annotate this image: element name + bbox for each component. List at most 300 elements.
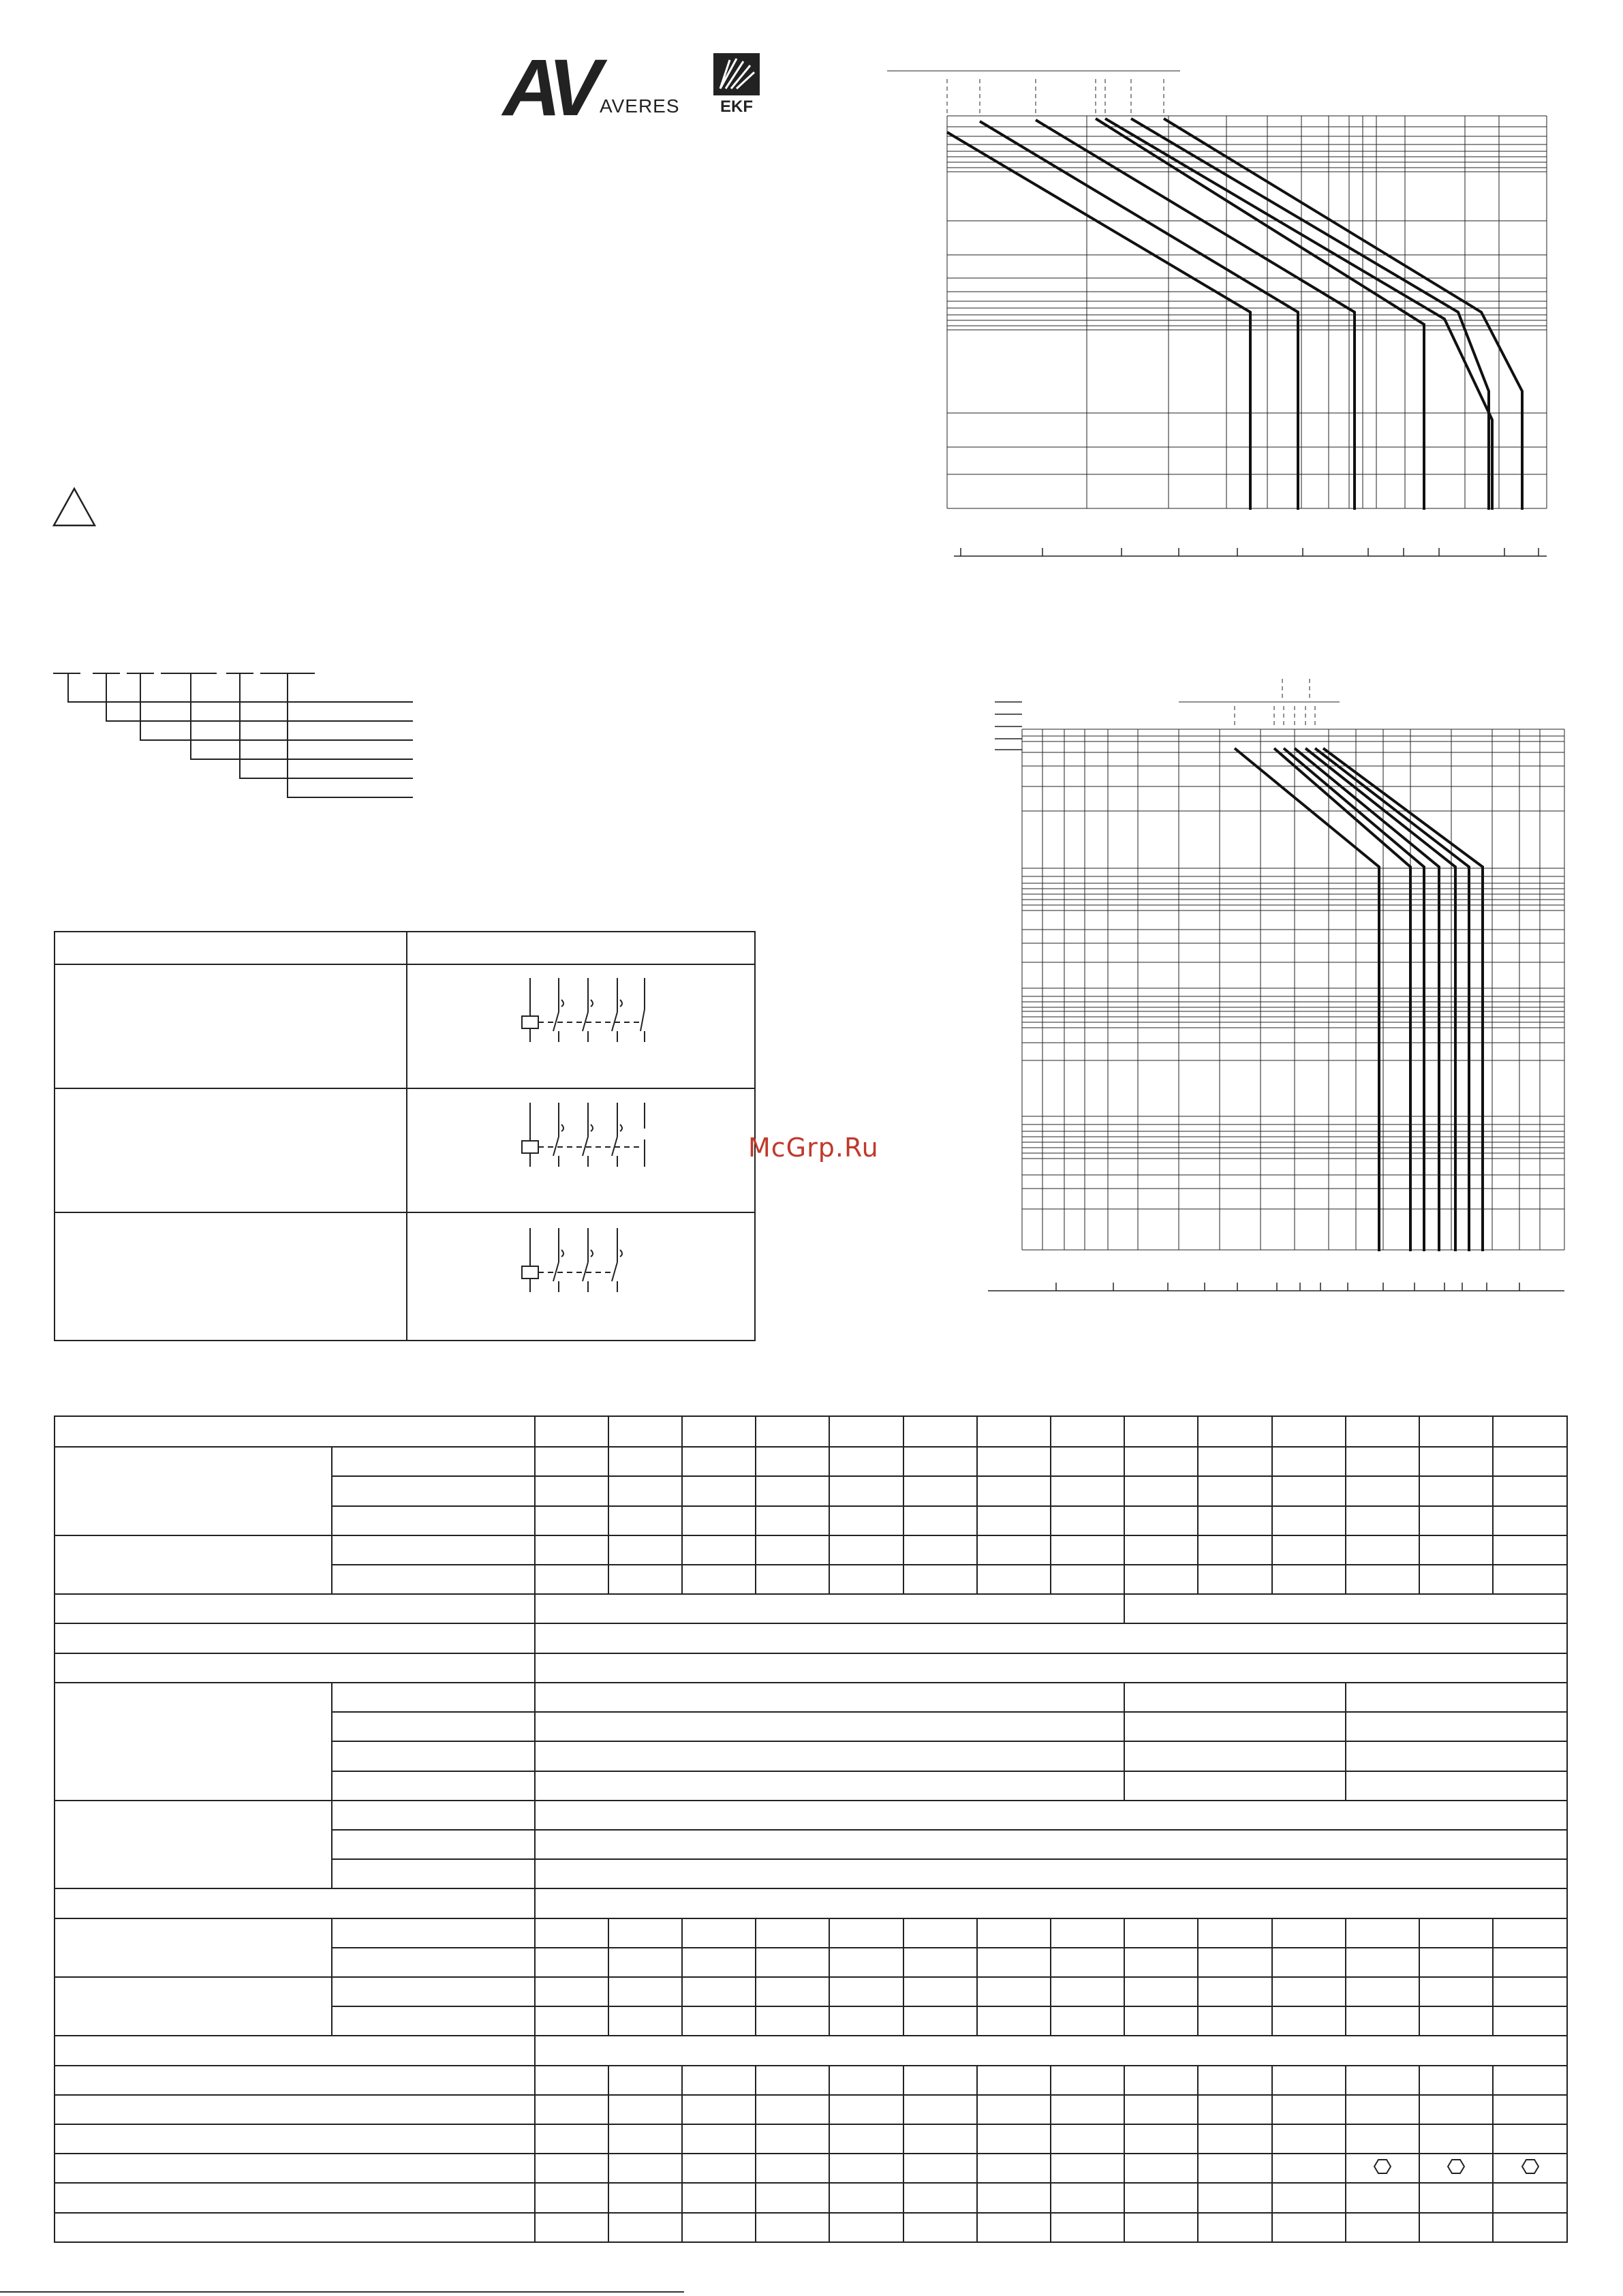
spec-row [55,1623,1567,1653]
spec-group-label [55,1801,332,1889]
spec-value [756,1506,829,1535]
spec-value [1493,1977,1567,2006]
spec-row [55,1888,1567,1918]
spec-value [1493,1948,1567,1977]
spec-value [1493,2066,1567,2095]
spec-value [977,1506,1051,1535]
spec-value [682,2066,756,2095]
spec-value [1198,1565,1271,1594]
spec-sub-label [332,1683,535,1712]
spec-sub-label [332,1476,535,1505]
spec-value [608,1918,682,1948]
spec-value [1198,1918,1271,1948]
spec-row [55,1594,1567,1623]
spec-value [1493,2183,1567,2212]
spec-row [55,1447,1567,1476]
spec-value [977,1977,1051,2006]
spec-value [756,2154,829,2183]
spec-value [1346,2006,1419,2036]
spec-value [1493,1506,1567,1535]
spec-value [977,1565,1051,1594]
spec-sub-label [332,1712,535,1741]
spec-value [535,2006,608,2036]
spec-value [1272,2124,1346,2154]
spec-value [535,2036,1567,2065]
spec-value [829,2154,903,2183]
spec-value [1124,2183,1198,2212]
spec-value [756,2183,829,2212]
spec-value [1051,2095,1124,2124]
spec-value [535,1888,1567,1918]
spec-value [535,2213,608,2242]
spec-value [829,1416,903,1447]
spec-value [608,2183,682,2212]
hexagon-nut-icon [1374,2158,1391,2175]
spec-value [608,2095,682,2124]
spec-value [1272,1918,1346,1948]
spec-value [1198,1948,1271,1977]
spec-value [829,2213,903,2242]
spec-value [1272,2183,1346,2212]
spec-value [682,2183,756,2212]
spec-value [1272,1506,1346,1535]
spec-value [977,2066,1051,2095]
spec-label [55,1594,535,1623]
spec-value [903,2095,977,2124]
spec-value [1346,2183,1419,2212]
spec-value [682,2006,756,2036]
spec-value [535,2124,608,2154]
spec-value [608,1416,682,1447]
spec-value [977,2006,1051,2036]
spec-value [535,1416,608,1447]
spec-value [1198,2183,1271,2212]
spec-value [829,2124,903,2154]
spec-value [1124,1476,1198,1505]
spec-value [1419,2124,1493,2154]
spec-label [55,2124,535,2154]
spec-value [1051,1416,1124,1447]
spec-value [608,2066,682,2095]
spec-row [55,2066,1567,2095]
spec-value [903,2183,977,2212]
spec-value [829,1977,903,2006]
hexagon-nut-icon [1447,2158,1465,2175]
spec-sub-label [332,1535,535,1565]
spec-label [55,1653,535,1683]
spec-value [1272,2066,1346,2095]
spec-value [535,1801,1567,1830]
spec-value [903,1535,977,1565]
spec-sub-label [332,1771,535,1801]
averes-logo-mark: AV [503,43,596,133]
spec-value [608,2154,682,2183]
spec-value [1493,1535,1567,1565]
spec-value [682,2095,756,2124]
spec-value [1346,1416,1419,1447]
spec-value [1051,2066,1124,2095]
spec-sub-label [332,1948,535,1977]
spec-value [1124,1918,1198,1948]
spec-value [1493,2006,1567,2036]
spec-value [903,1447,977,1476]
spec-value [977,1416,1051,1447]
spec-value [535,2154,608,2183]
spec-label [55,1623,535,1653]
warning-triangle-icon [52,487,97,527]
spec-label [55,2213,535,2242]
spec-sub-label [332,1741,535,1771]
spec-value [1198,1476,1271,1505]
spec-value [1346,1683,1567,1712]
spec-label [55,2183,535,2212]
spec-value [829,2066,903,2095]
spec-value [1346,2154,1419,2183]
spec-value [1272,2154,1346,2183]
spec-value [756,1918,829,1948]
spec-value [1124,1565,1198,1594]
spec-value [1124,2006,1198,2036]
hexagon-nut-icon [1521,2158,1539,2175]
spec-value [1124,2124,1198,2154]
spec-value [682,2213,756,2242]
spec-value [1124,1416,1198,1447]
spec-value [682,2124,756,2154]
spec-value [903,2006,977,2036]
spec-value [977,1918,1051,1948]
spec-value [1124,1447,1198,1476]
spec-value [1124,1535,1198,1565]
spec-value [1124,1594,1567,1623]
spec-value [1198,1506,1271,1535]
spec-row [55,1801,1567,1830]
spec-value [977,2213,1051,2242]
spec-value [1051,1565,1124,1594]
trip-curve-chart-upper [879,65,1554,570]
spec-value [535,1977,608,2006]
spec-value [1493,2154,1567,2183]
spec-value [1419,2154,1493,2183]
spec-value [1124,2154,1198,2183]
spec-value [535,1653,1567,1683]
spec-row [55,2124,1567,2154]
ordering-code-diagram [52,668,420,811]
spec-value [1346,1535,1419,1565]
spec-value [1346,1476,1419,1505]
spec-value [977,2154,1051,2183]
spec-value [1124,1741,1346,1771]
spec-value [535,1476,608,1505]
spec-value [1419,2213,1493,2242]
spec-value [1051,1476,1124,1505]
spec-value [1198,1535,1271,1565]
spec-value [1346,1506,1419,1535]
spec-value [756,1535,829,1565]
spec-value [1346,1918,1419,1948]
spec-value [535,1447,608,1476]
spec-value [1124,1977,1198,2006]
spec-value [1493,2095,1567,2124]
spec-value [1346,1712,1567,1741]
spec-value [682,1476,756,1505]
spec-label [55,2095,535,2124]
spec-value [756,1565,829,1594]
spec-group-label [55,1977,332,2036]
spec-value [608,1948,682,1977]
spec-value [1346,1447,1419,1476]
spec-value [682,1918,756,1948]
spec-value [535,1712,1125,1741]
spec-value [1346,2213,1419,2242]
spec-value [903,2124,977,2154]
spec-row [55,1683,1567,1712]
spec-value [682,1535,756,1565]
spec-value [535,1771,1125,1801]
spec-value [1051,1535,1124,1565]
spec-value [829,1918,903,1948]
spec-value [977,2183,1051,2212]
spec-value [829,1535,903,1565]
spec-value [608,2006,682,2036]
watermark-text: McGrp.Ru [748,1133,879,1163]
spec-value [1124,1948,1198,1977]
spec-sub-label [332,1918,535,1948]
spec-value [682,1565,756,1594]
spec-value [608,1535,682,1565]
spec-value [756,1447,829,1476]
spec-value [1419,1447,1493,1476]
spec-value [535,2183,608,2212]
spec-value [1198,2066,1271,2095]
spec-value [535,2066,608,2095]
spec-sub-label [332,1801,535,1830]
spec-group-label [55,1918,332,1977]
spec-value [1272,1476,1346,1505]
spec-value [1272,1535,1346,1565]
spec-value [1419,1476,1493,1505]
svg-text:EKF: EKF [720,97,753,114]
spec-value [1198,1447,1271,1476]
spec-value [1124,1712,1346,1741]
spec-value [608,2213,682,2242]
spec-value [535,1859,1567,1888]
spec-row [55,2036,1567,2065]
spec-value [756,2006,829,2036]
averes-logo-text: AVERES [600,95,680,117]
spec-sub-label [332,1830,535,1859]
spec-value [1124,1506,1198,1535]
spec-value [682,1416,756,1447]
spec-value [1493,1416,1567,1447]
spec-sub-label [332,1565,535,1594]
spec-value [1346,1977,1419,2006]
spec-value [682,1948,756,1977]
spec-value [1272,2095,1346,2124]
spec-value [535,1741,1125,1771]
spec-value [1493,1447,1567,1476]
spec-label [55,1416,535,1447]
spec-sub-label [332,1447,535,1476]
spec-value [1346,2124,1419,2154]
contact-schematic-2 [518,1096,654,1171]
spec-value [903,1476,977,1505]
spec-value [829,2006,903,2036]
spec-group-label [55,1447,332,1535]
spec-sub-label [332,1859,535,1888]
spec-value [1272,1447,1346,1476]
spec-value [1051,2154,1124,2183]
spec-value [1419,2066,1493,2095]
spec-value [1346,1948,1419,1977]
spec-value [535,1535,608,1565]
spec-label [55,2066,535,2095]
curve-7 [1164,119,1522,510]
spec-row [55,2095,1567,2124]
spec-value [1051,2124,1124,2154]
spec-value [535,1830,1567,1859]
spec-value [1419,2183,1493,2212]
spec-value [756,1977,829,2006]
spec-value [1124,2066,1198,2095]
specification-table [54,1415,1568,2243]
spec-value [1051,1977,1124,2006]
spec-value [756,2213,829,2242]
spec-value [1051,2213,1124,2242]
spec-value [1346,1565,1419,1594]
spec-row [55,1977,1567,2006]
spec-value [756,1948,829,1977]
spec-value [1272,2006,1346,2036]
spec-value [977,1447,1051,1476]
spec-value [903,1565,977,1594]
spec-value [1272,1948,1346,1977]
spec-value [1493,1476,1567,1505]
curve-4 [1295,748,1439,1251]
spec-value [756,1416,829,1447]
spec-value [1051,2006,1124,2036]
spec-value [535,1918,608,1948]
spec-value [1493,1918,1567,1948]
spec-value [1493,2124,1567,2154]
spec-sub-label [332,2006,535,2036]
spec-value [756,2095,829,2124]
spec-value [1419,1506,1493,1535]
spec-value [1272,1977,1346,2006]
spec-value [1124,1683,1346,1712]
spec-value [756,2066,829,2095]
spec-value [1051,1948,1124,1977]
trip-curve-chart-lower [974,671,1567,1298]
spec-value [1419,1977,1493,2006]
spec-value [682,1447,756,1476]
spec-label [55,2154,535,2183]
spec-value [977,1948,1051,1977]
spec-value [903,1506,977,1535]
spec-value [1198,2095,1271,2124]
curve-6 [1315,748,1469,1251]
ekf-logo-icon [713,53,760,114]
spec-row [55,1653,1567,1683]
spec-value [1198,2006,1271,2036]
spec-value [756,2124,829,2154]
spec-group-label [55,1535,332,1594]
spec-value [535,1623,1567,1653]
spec-value [977,2095,1051,2124]
spec-value [829,1948,903,1977]
spec-value [1124,1771,1346,1801]
spec-value [829,1476,903,1505]
contact-schematic-3 [518,1221,654,1296]
spec-value [1124,2095,1198,2124]
spec-row [55,2183,1567,2212]
spec-value [1198,2124,1271,2154]
spec-label [55,1888,535,1918]
spec-value [829,2183,903,2212]
spec-value [903,2213,977,2242]
spec-value [682,1977,756,2006]
spec-row [55,2213,1567,2242]
spec-value [1198,1977,1271,2006]
spec-value [977,1535,1051,1565]
spec-value [1198,1416,1271,1447]
spec-value [1346,2066,1419,2095]
spec-value [535,1594,1125,1623]
curve-1 [947,132,1250,510]
spec-value [1419,1565,1493,1594]
spec-value [535,1683,1125,1712]
spec-value [608,1447,682,1476]
spec-value [535,1948,608,1977]
spec-value [903,1948,977,1977]
spec-value [829,1565,903,1594]
spec-row [55,1535,1567,1565]
spec-value [1272,1565,1346,1594]
spec-label [55,2036,535,2065]
spec-value [1419,1948,1493,1977]
spec-row [55,2154,1567,2183]
spec-value [1346,2095,1419,2124]
spec-value [1346,1741,1567,1771]
spec-value [608,1565,682,1594]
spec-value [977,2124,1051,2154]
spec-value [608,1506,682,1535]
spec-value [756,1476,829,1505]
spec-value [1272,1416,1346,1447]
spec-sub-label [332,1506,535,1535]
contact-schematic-1 [518,971,654,1046]
spec-value [535,1506,608,1535]
spec-value [1419,2006,1493,2036]
spec-value [608,2124,682,2154]
spec-value [829,1447,903,1476]
spec-value [903,1918,977,1948]
spec-value [1419,2095,1493,2124]
footer-rule [0,2291,684,2293]
spec-value [1198,2213,1271,2242]
spec-value [1419,1535,1493,1565]
spec-value [1051,1447,1124,1476]
spec-group-label [55,1683,332,1801]
spec-value [535,2095,608,2124]
spec-sub-label [332,1977,535,2006]
spec-value [1419,1416,1493,1447]
spec-value [535,1565,608,1594]
curve-1 [1235,748,1379,1251]
spec-value [1272,2213,1346,2242]
spec-row [55,1918,1567,1948]
spec-value [829,2095,903,2124]
spec-value [1124,2213,1198,2242]
